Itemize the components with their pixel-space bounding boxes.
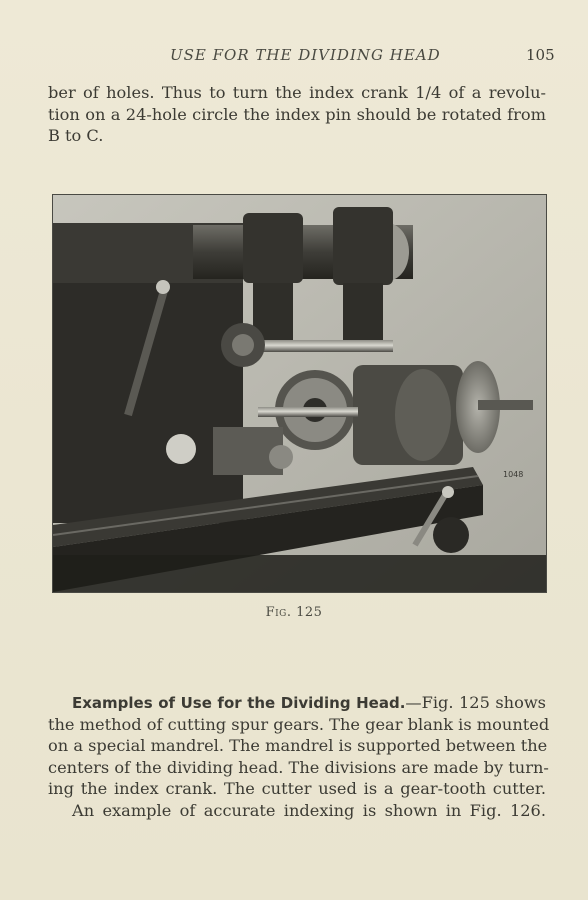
page-number: 105: [526, 46, 555, 64]
figure-photo: [52, 194, 547, 593]
photo-number: 1048: [503, 470, 524, 479]
paragraph-line: the method of cutting spur gears. The gear blank is mounted: [48, 714, 550, 734]
paragraph-line: ber of holes. Thus to turn the index crank 1/4 of a revolu-: [48, 83, 546, 102]
paragraph-line: ing the index crank. The cutter used is a gear-tooth cutter.: [48, 779, 546, 798]
paragraph-first-line: [48, 692, 546, 714]
paragraph-line: tion on a 24-hole circle the index pin should be rotated from: [48, 104, 546, 124]
paragraph-line: centers of the dividing head. The divisions are made by turn-: [48, 757, 549, 777]
running-title: USE FOR THE DIVIDING HEAD: [170, 46, 441, 64]
milling-machine-photo: [53, 195, 546, 592]
top-paragraph: [48, 82, 546, 147]
paragraph-line: B to C.: [48, 126, 104, 145]
paragraph-line: —Fig. 125 shows: [405, 693, 546, 712]
paragraph-line: An example of accurate indexing is shown in Fig. 126.: [72, 800, 546, 820]
bottom-paragraph: [48, 692, 550, 821]
figure-caption: Fig. 125: [265, 605, 323, 620]
paragraph-line: on a special mandrel. The mandrel is supported between the: [48, 736, 548, 755]
section-heading: Examples of Use for the Dividing Head.: [72, 694, 406, 712]
running-head: [0, 46, 588, 66]
